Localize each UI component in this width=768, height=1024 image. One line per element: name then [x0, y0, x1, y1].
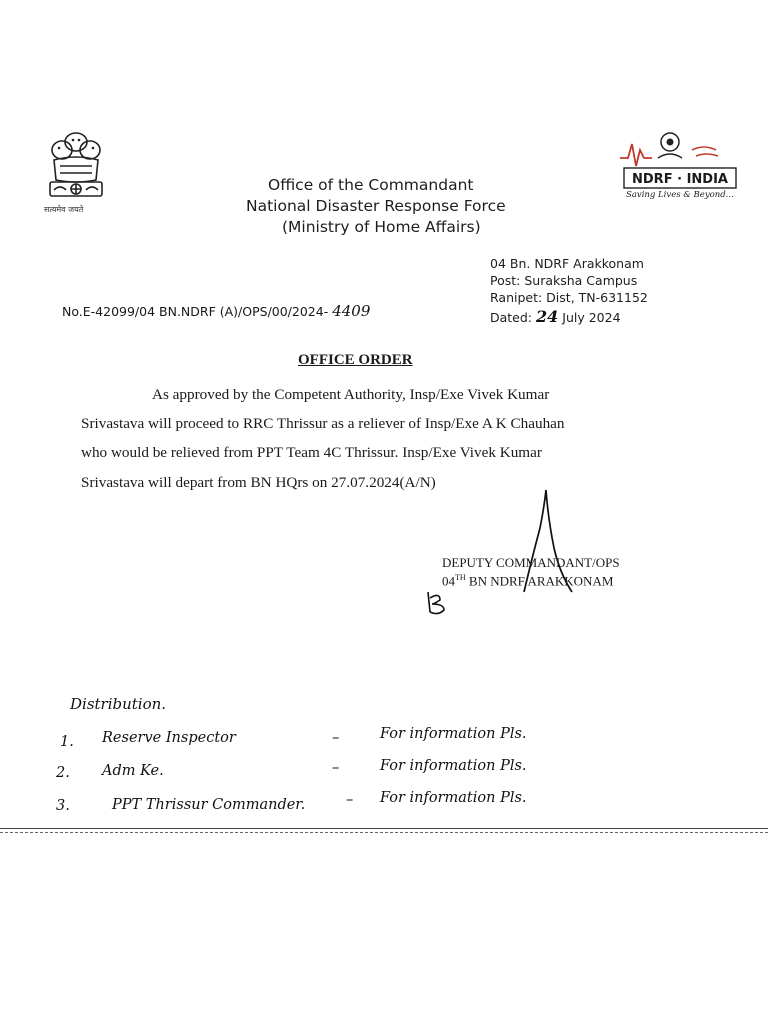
- distribution-item-1-recipient: Reserve Inspector: [102, 730, 236, 746]
- address-line-3: Ranipet: Dist, TN-631152: [490, 290, 648, 305]
- distribution-item-1-dash: –: [332, 730, 340, 746]
- initial-mark: [424, 588, 456, 616]
- ndrf-logo-icon: [618, 120, 740, 192]
- order-line-2: Srivastava will proceed to RRC Thrissur as a reliever of Insp/Exe A K Chauhan: [81, 415, 565, 432]
- reference-number: [62, 302, 370, 320]
- distribution-item-3-recipient: PPT Thrissur Commander.: [112, 797, 306, 813]
- dated-month-year: July 2024: [562, 310, 621, 325]
- distribution-item-2-purpose: For information Pls.: [380, 758, 527, 774]
- distribution-item-2-dash: –: [332, 760, 340, 776]
- unit-number: 04: [442, 573, 455, 589]
- distribution-item-3-num: 3.: [56, 798, 70, 814]
- distribution-heading: Distribution.: [70, 695, 167, 713]
- distribution-item-3-dash: –: [346, 792, 354, 808]
- emblem-caption: सत्यमेव जयते: [44, 205, 84, 214]
- dated-label: Dated:: [490, 310, 533, 325]
- distribution-item-1-purpose: For information Pls.: [380, 726, 527, 742]
- signatory-designation: DEPUTY COMMANDANT/OPS: [442, 555, 620, 570]
- distribution-item-1-num: 1.: [60, 734, 74, 750]
- signatory-unit: [442, 573, 613, 589]
- reference-handwritten: 4409: [332, 302, 371, 320]
- ndrf-tagline: Saving Lives & Beyond...: [626, 190, 734, 200]
- dated-line: [490, 307, 621, 326]
- distribution-item-3-purpose: For information Pls.: [380, 790, 527, 806]
- order-line-3: who would be relieved from PPT Team 4C Thrissur. Insp/Exe Vivek Kumar: [81, 444, 542, 461]
- page-divider: [0, 828, 768, 829]
- order-title: OFFICE ORDER: [298, 352, 413, 368]
- distribution-item-2-recipient: Adm Ke.: [102, 763, 164, 779]
- reference-text: No.E-42099/04 BN.NDRF (A)/OPS/00/2024-: [62, 304, 329, 319]
- order-line-1: As approved by the Competent Authority, Insp/Exe Vivek Kumar: [152, 386, 550, 403]
- unit-superscript: TH: [455, 573, 466, 582]
- address-line-2: Post: Suraksha Campus: [490, 273, 638, 288]
- ndrf-logo-text: NDRF · INDIA: [632, 172, 728, 187]
- distribution-item-2-num: 2.: [56, 765, 70, 781]
- office-title: Office of the Commandant: [268, 176, 474, 194]
- office-subtitle: National Disaster Response Force: [246, 197, 506, 215]
- ministry-line: (Ministry of Home Affairs): [282, 218, 481, 236]
- dated-day: 24: [536, 307, 559, 326]
- order-line-4: Srivastava will depart from BN HQrs on 27.07.2024(A/N): [81, 474, 436, 491]
- unit-name: BN NDRF ARAKKONAM: [465, 573, 614, 589]
- address-line-1: 04 Bn. NDRF Arakkonam: [490, 256, 644, 271]
- page-divider-dashed: [0, 832, 768, 833]
